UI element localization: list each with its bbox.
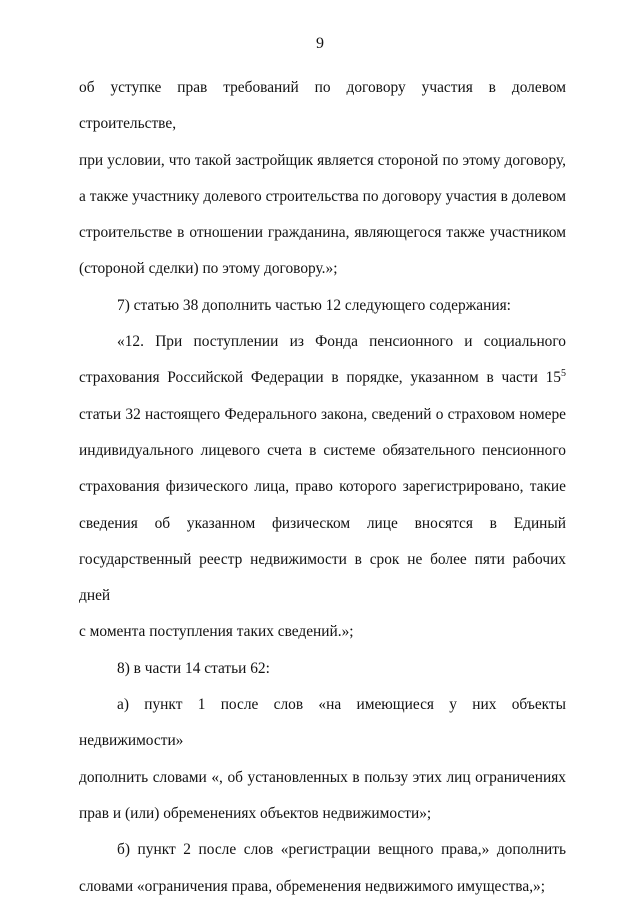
text-line: сведения об указанном физическом лице вносятся в Единый xyxy=(79,514,566,532)
text-line: при условии, что такой застройщик является стороной по этому договору, xyxy=(79,151,566,169)
text-line: государственный реестр недвижимости в срок не более пяти рабочих дней xyxy=(79,550,566,605)
paragraph-subitem-b xyxy=(79,832,566,905)
text-line: 7) статью 38 дополнить частью 12 следующего содержания: xyxy=(117,296,511,314)
page-number: 9 xyxy=(316,35,324,52)
text-segment: страхования Российской Федерации в порядке, указанном в части 15 xyxy=(79,369,561,387)
superscript: 5 xyxy=(561,368,566,380)
paragraph-subitem-a xyxy=(79,687,566,832)
text-line: (стороной сделки) по этому договору.»; xyxy=(79,260,338,278)
text-line: дополнить словами «, об установленных в пользу этих лиц ограничениях xyxy=(79,768,566,786)
paragraph-item-7 xyxy=(79,288,566,324)
text-line: индивидуального лицевого счета в системе обязательного пенсионного xyxy=(79,441,566,459)
text-line: строительстве в отношении гражданина, являющегося также участником xyxy=(79,224,566,242)
text-line-with-superscript xyxy=(79,360,566,396)
text-line: а) пункт 1 после слов «на имеющиеся у них объекты недвижимости» xyxy=(79,696,566,750)
text-line: статьи 32 настоящего Федерального закона, сведений о страховом номере xyxy=(79,405,566,423)
document-body xyxy=(79,70,566,905)
text-line: «12. При поступлении из Фонда пенсионного и социального xyxy=(117,333,566,351)
text-line: прав и (или) обременениях объектов недвижимости»; xyxy=(79,804,432,822)
text-line: страхования физического лица, право которого зарегистрировано, такие xyxy=(79,478,566,496)
text-line: 8) в части 14 статьи 62: xyxy=(117,659,270,677)
text-line: об уступке прав требований по договору участия в долевом строительстве, xyxy=(79,79,566,133)
text-line: а также участнику долевого строительства по договору участия в долевом xyxy=(79,187,566,205)
text-line: словами «ограничения права, обременения недвижимого имущества,»; xyxy=(79,877,546,895)
paragraph-continuation xyxy=(79,70,566,288)
paragraph-item-8 xyxy=(79,651,566,687)
text-line: б) пункт 2 после слов «регистрации вещного права,» дополнить xyxy=(117,841,566,859)
paragraph-part-12 xyxy=(79,324,566,651)
text-line: с момента поступления таких сведений.»; xyxy=(79,623,354,641)
